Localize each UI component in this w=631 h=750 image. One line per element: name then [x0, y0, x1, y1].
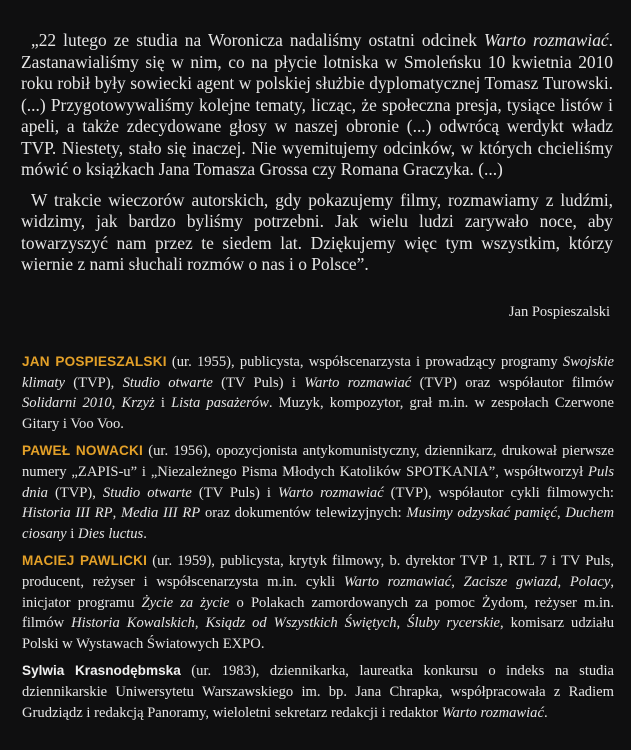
- text-run: (TV Puls) i: [212, 374, 305, 391]
- text-run: (TV Puls) i: [191, 484, 278, 501]
- bio-name: JAN POSPIESZALSKI: [22, 354, 167, 369]
- text-run: i: [66, 525, 78, 542]
- italic-title-run: Warto rozmawiać: [343, 573, 452, 590]
- text-run: (TVP) oraz współautor filmów: [411, 374, 614, 391]
- quote-signature: Jan Pospieszalski: [508, 304, 610, 320]
- italic-title-run: Życie za życie: [141, 594, 230, 611]
- text-run: (ur. 1956), opozycjonista antykomunistyczny, dziennikarz, drukował pierwsze numery „ZAPIS-u” i „Niezależnego Pisma Młodych Katolików SPOTKANIA”, współtworzył: [22, 443, 614, 480]
- bio-name: PAWEŁ NOWACKI: [22, 443, 143, 459]
- quote-paragraph-2: [21, 190, 613, 276]
- italic-title-run: Krzyż: [121, 395, 155, 412]
- text-run: i: [154, 395, 172, 412]
- text-run: . Muzyk, kompozytor, grał m.in. w zespołach Czerwone Gitary i Voo Voo.: [22, 395, 614, 432]
- text-run: ,: [556, 505, 566, 522]
- italic-title-run: Swojskie klimaty: [22, 354, 614, 391]
- italic-title-run: Studio otwarte: [102, 484, 192, 501]
- text-run: ,: [396, 615, 408, 632]
- italic-title-run: Solidarni 2010: [22, 395, 112, 412]
- text-run: (ur. 1983), dziennikarka, laureatka konkursu o indeks na studia dziennikarskie Uniwersytetu Warszawskiego im. bp. Jana Chrapka, współpracowała z Radiem Grudziądz i redakcją Panoramy, wieloletni sekretarz redakcji i redaktor: [22, 663, 614, 721]
- text-run: (TVP),: [47, 484, 103, 501]
- text-run: (ur. 1959), publicysta, krytyk filmowy, b. dyrektor TVP 1, RTL 7 i TV Puls, producent, reżyser i współscenarzysta m.in. cykli: [22, 553, 614, 590]
- bio-sylwia-krasnodebmska: [22, 661, 614, 723]
- text-run: W trakcie wieczorów autorskich, gdy pokazujemy filmy, rozmawiamy z ludźmi, widzimy, jak bardzo byliśmy potrzebni. Jak wielu ludzi zarywało noce, aby towarzyszyć nam przez te siedem lat. Dziękujemy więc tym wszystkim, którzy wiernie z nami słuchali rozmów o nas i o Polsce”.: [21, 189, 613, 274]
- text-run: , komisarz udziału Polski w Wystawach Światowych EXPO.: [22, 615, 615, 652]
- italic-title-run: Media III RP: [120, 505, 201, 522]
- text-run: ,: [111, 395, 122, 412]
- text-run: .: [543, 704, 548, 721]
- quote-paragraph-1: [21, 30, 613, 181]
- italic-title-run: Śluby rycerskie: [407, 615, 500, 632]
- italic-title-run: Warto rozmawiać: [484, 30, 609, 50]
- text-run: o Polakach zamordowanych za pomoc Żydom, reżyser m.in. filmów: [22, 594, 614, 632]
- bio-name: MACIEJ PAWLICKI: [22, 553, 148, 569]
- text-run: ,: [194, 615, 206, 632]
- italic-title-run: Duchem ciosany: [22, 505, 614, 542]
- text-run: „22 lutego ze studia na Woronicza nadaliśmy ostatni odcinek: [31, 30, 485, 50]
- text-run: (TVP),: [64, 374, 123, 391]
- italic-title-run: Ksiądz od Wszystkich Świętych: [205, 615, 397, 632]
- text-run: ,: [557, 573, 570, 590]
- text-run: ,: [112, 505, 121, 522]
- text-run: . Zastanawialiśmy się w nim, co na płycie lotniska w Smoleńsku 10 kwietnia 2010 roku robił były sowiecki agent w polskiej służbie dyplomatycznej Tomasz Turowski. (...) Przygotowywaliśmy kolejne tematy, licząc, że społeczna presja, tysiące listów i apeli, a także zdecydowane głosy w naszej obronie (...) odwrócą werdykt władz TVP. Niestety, stało się inaczej. Nie wyemitujemy odcinków, w których chcieliśmy mówić o książkach Jana Tomasza Grossa czy Romana Graczyka. (...): [21, 30, 614, 179]
- italic-title-run: Historia III RP: [22, 505, 113, 522]
- italic-title-run: Puls dnia: [22, 463, 614, 501]
- italic-title-run: Polacy: [569, 573, 611, 590]
- bio-maciej-pawlicki: [22, 551, 614, 654]
- italic-title-run: Lista pasażerów: [171, 395, 269, 412]
- text-run: oraz dokumentów telewizyjnych:: [200, 505, 407, 522]
- bio-pawel-nowacki: [22, 441, 614, 544]
- italic-title-run: Warto rozmawiać: [278, 484, 384, 501]
- italic-title-run: Musimy odzyskać pamięć: [406, 505, 557, 522]
- text-run: (ur. 1955), publicysta, współscenarzysta i prowadzący programy: [166, 354, 563, 370]
- text-run: , inicjator programu: [22, 573, 615, 611]
- italic-title-run: Studio otwarte: [122, 374, 213, 391]
- italic-title-run: Zacisze gwiazd: [463, 573, 558, 590]
- text-run: .: [143, 525, 147, 542]
- italic-title-run: Warto rozmawiać: [441, 704, 544, 721]
- quote-block: [21, 30, 613, 276]
- bio-name: Sylwia Krasnodębmska: [22, 663, 181, 679]
- text-run: ,: [451, 573, 464, 590]
- text-run: (TVP), współautor cykli filmowych:: [383, 484, 614, 501]
- bio-jan-pospieszalski: [22, 352, 614, 434]
- italic-title-run: Dies luctus: [77, 525, 144, 542]
- author-bios: [22, 352, 614, 723]
- italic-title-run: Historia Kowalskich: [71, 615, 195, 632]
- italic-title-run: Warto rozmawiać: [304, 374, 412, 391]
